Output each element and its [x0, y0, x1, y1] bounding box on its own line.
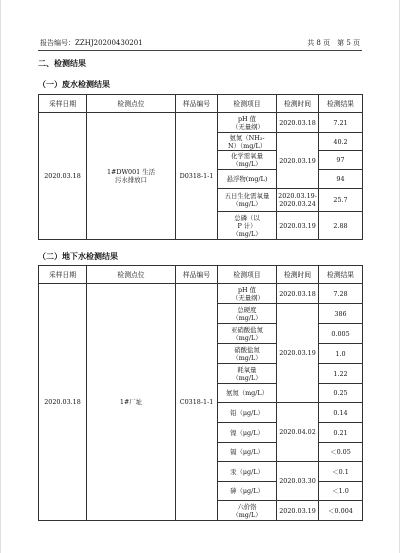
header-cell: 检测结果: [319, 266, 363, 284]
groundwater-title: （二）地下水检测结果: [38, 251, 118, 261]
test-item: 总硬度（mg/L）: [218, 304, 277, 324]
header-cell: 样品编号: [176, 266, 218, 284]
report-number: 报告编号：ZZHJ20200430201: [40, 39, 143, 47]
test-result: 7.21: [319, 113, 363, 133]
test-result: 0.25: [319, 384, 363, 403]
test-result: ＜0.004: [319, 501, 363, 521]
test-item: 氨氮（NH₃-N）（mg/L）: [218, 133, 277, 151]
test-item: pH 值（无量纲）: [218, 113, 277, 133]
test-time: 2020.03.19: [277, 133, 319, 189]
header-cell: 采样日期: [39, 266, 87, 284]
test-item: pH 值（无量纲）: [218, 284, 277, 304]
sampling-date: 2020.03.18: [39, 113, 87, 240]
header-cell: 样品编号: [176, 95, 218, 113]
test-item: 汞（μg/L）: [218, 462, 277, 482]
test-item: 化学需氧量（mg/L）: [218, 151, 277, 170]
groundwater-table: [38, 265, 363, 521]
wastewater-table: [38, 94, 363, 240]
header-cell: 检测项目: [218, 95, 277, 113]
test-time: 2020.03.19: [277, 212, 319, 240]
test-result: 1.0: [319, 344, 363, 364]
page-edge-left: [0, 0, 1, 553]
test-time: 2020.03.19: [277, 304, 319, 403]
header-cell: 检测时间: [277, 266, 319, 284]
page-count: 共 8 页 第 5 页: [307, 39, 360, 47]
table-header-row: [39, 266, 363, 284]
test-result: 94: [319, 170, 363, 189]
header-cell: 检测项目: [218, 266, 277, 284]
test-result: 0.005: [319, 324, 363, 344]
test-result: 97: [319, 151, 363, 170]
test-time: 2020.03.18: [277, 113, 319, 133]
sampling-date: 2020.03.18: [39, 284, 87, 521]
test-result: 386: [319, 304, 363, 324]
header-cell: 采样日期: [39, 95, 87, 113]
test-result: ＜0.1: [319, 462, 363, 482]
header-cell: 检测结果: [319, 95, 363, 113]
sample-id: C0318-1-1: [176, 284, 218, 521]
table-header-row: [39, 95, 363, 113]
test-item: 总磷（以 P 计）（mg/L）: [218, 212, 277, 240]
sampling-point: 1#DW001 生活污水排放口: [87, 113, 176, 240]
test-result: 1.22: [319, 364, 363, 384]
test-item: 五日生化需氧量（mg/L）: [218, 189, 277, 212]
table-row: [39, 284, 363, 304]
test-result: 7.28: [319, 284, 363, 304]
test-item: 镉（μg/L）: [218, 443, 277, 462]
test-item: 耗氧量（mg/L）: [218, 364, 277, 384]
test-item: 铅（μg/L）: [218, 403, 277, 423]
table-row: [39, 113, 363, 133]
test-result: 40.2: [319, 133, 363, 151]
test-item: 亚硝酸盐氮（mg/L）: [218, 324, 277, 344]
test-time: 2020.03.30: [277, 462, 319, 501]
test-item: 砷（μg/L）: [218, 482, 277, 501]
header-cell: 检测点位: [87, 95, 176, 113]
test-time: 2020.03.18: [277, 284, 319, 304]
section-title: 二、检测结果: [38, 58, 86, 68]
test-result: ＜1.0: [319, 482, 363, 501]
header-rule: [38, 50, 362, 51]
test-result: 2.88: [319, 212, 363, 240]
test-time: 2020.03.19: [277, 501, 319, 521]
test-item: 悬浮物(mg/L): [218, 170, 277, 189]
wastewater-title: （一）废水检测结果: [38, 79, 110, 89]
test-result: ＜0.05: [319, 443, 363, 462]
test-time: 2020.04.02: [277, 403, 319, 462]
test-result: 0.14: [319, 403, 363, 423]
test-time: 2020.03.19-2020.03.24: [277, 189, 319, 212]
test-result: 25.7: [319, 189, 363, 212]
test-item: 镍（μg/L）: [218, 423, 277, 443]
sample-id: D0318-1-1: [176, 113, 218, 240]
header-cell: 检测时间: [277, 95, 319, 113]
header-cell: 检测点位: [87, 266, 176, 284]
test-result: 0.21: [319, 423, 363, 443]
test-item: 氨氮（mg/L）: [218, 384, 277, 403]
test-item: 硝酸盐氮（mg/L）: [218, 344, 277, 364]
test-item: 六价铬（mg/L）: [218, 501, 277, 521]
sampling-point: 1#厂址: [87, 284, 176, 521]
